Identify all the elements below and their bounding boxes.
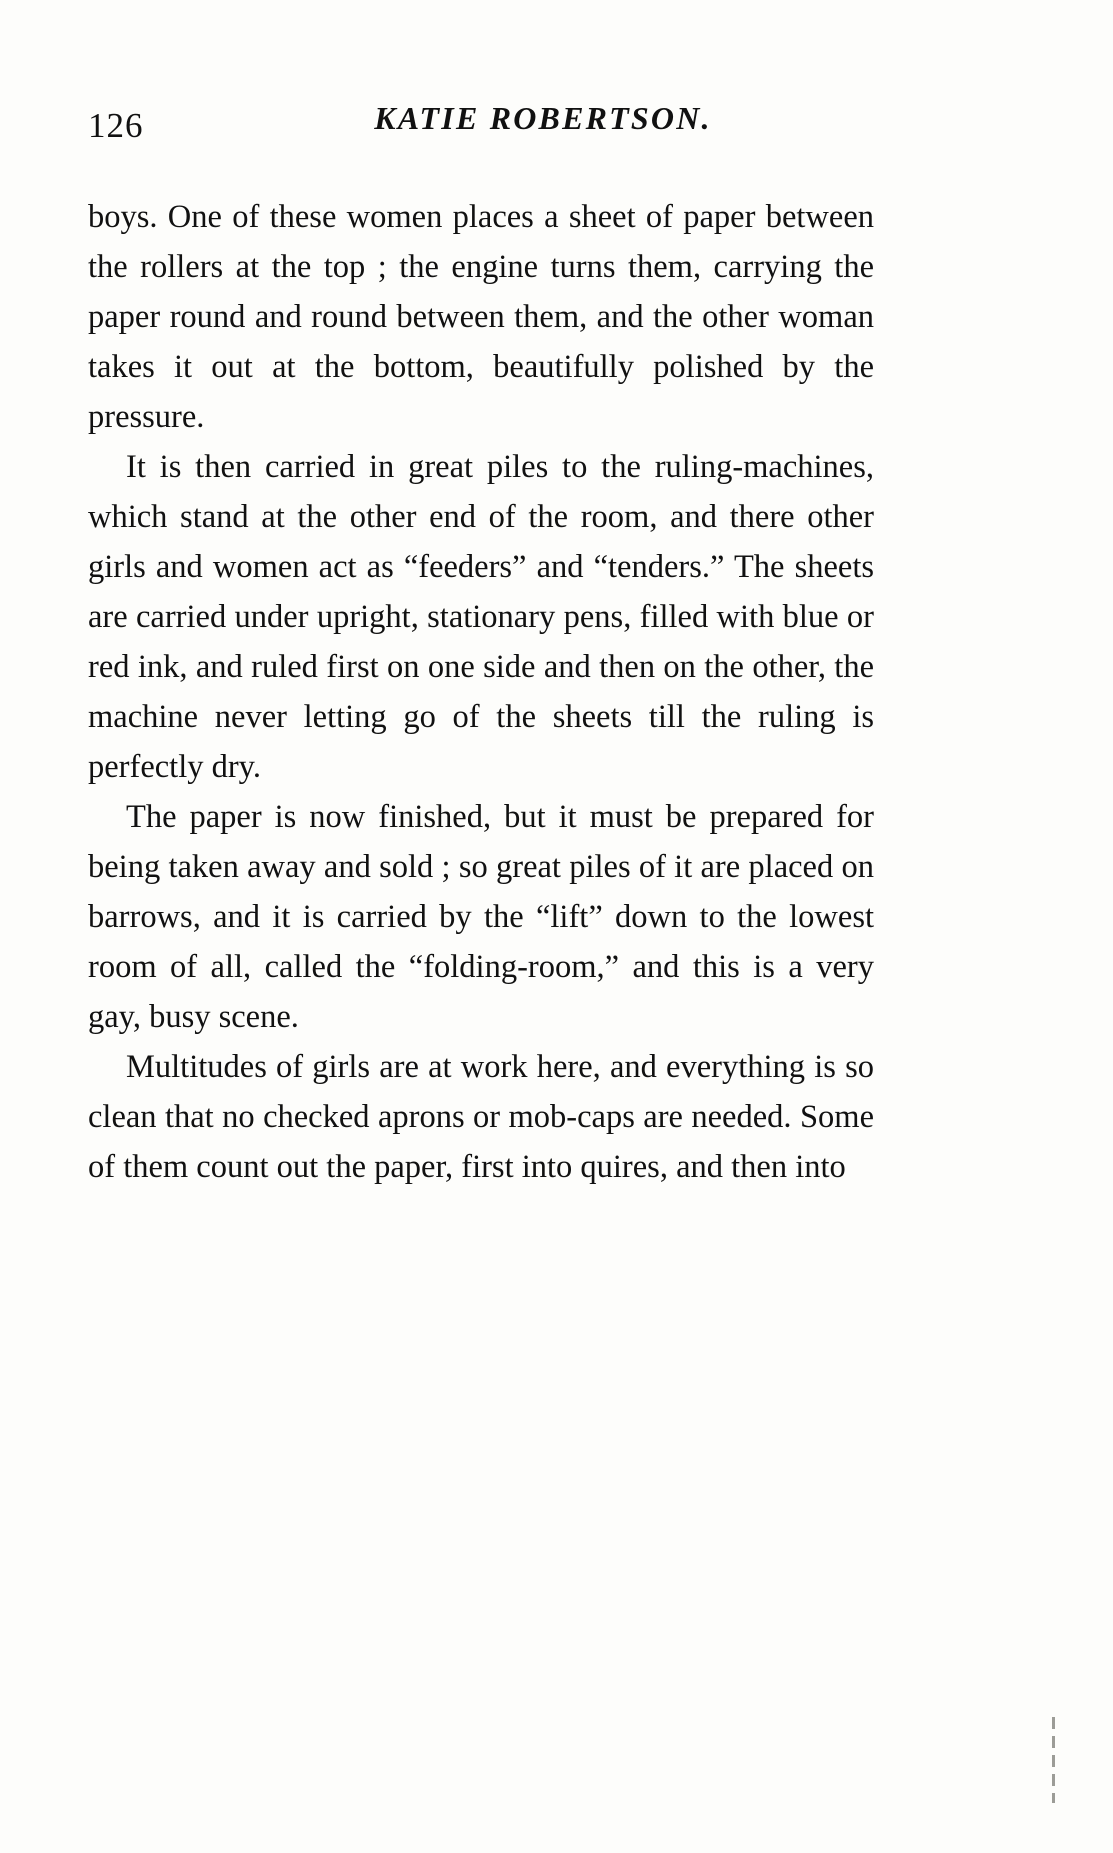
paragraph-1: boys. One of these women places a sheet of paper between the rollers at the top ; the engine turns them, carrying the paper round and round between them, and the other woman takes it out at the bottom, beautifully polished by the pressure. bbox=[88, 199, 874, 435]
page-body bbox=[88, 192, 874, 1192]
page-header bbox=[88, 100, 878, 160]
page-edge-mark bbox=[1052, 1717, 1055, 1803]
page-number: 126 bbox=[88, 106, 144, 145]
running-title: KATIE ROBERTSON. bbox=[374, 100, 712, 136]
paragraph-2: It is then carried in great piles to the ruling-machines, which stand at the other end of the room, and there other girls and women act as “feeders” and “tenders.” The sheets are carried under upright, stationary pens, filled with blue or red ink, and ruled first on one side and then on the other, the machine never letting go of the sheets till the ruling is perfectly dry. bbox=[88, 449, 874, 785]
paragraph-4: Multitudes of girls are at work here, and everything is so clean that no checked aprons or mob-caps are needed. Some of them count out the paper, first into quires, and then into bbox=[88, 1049, 874, 1185]
paragraph-3: The paper is now finished, but it must be prepared for being taken away and sold ; so great piles of it are placed on barrows, and it is carried by the “lift” down to the lowest room of all, called the “folding-room,” and this is a very gay, busy scene. bbox=[88, 799, 874, 1035]
